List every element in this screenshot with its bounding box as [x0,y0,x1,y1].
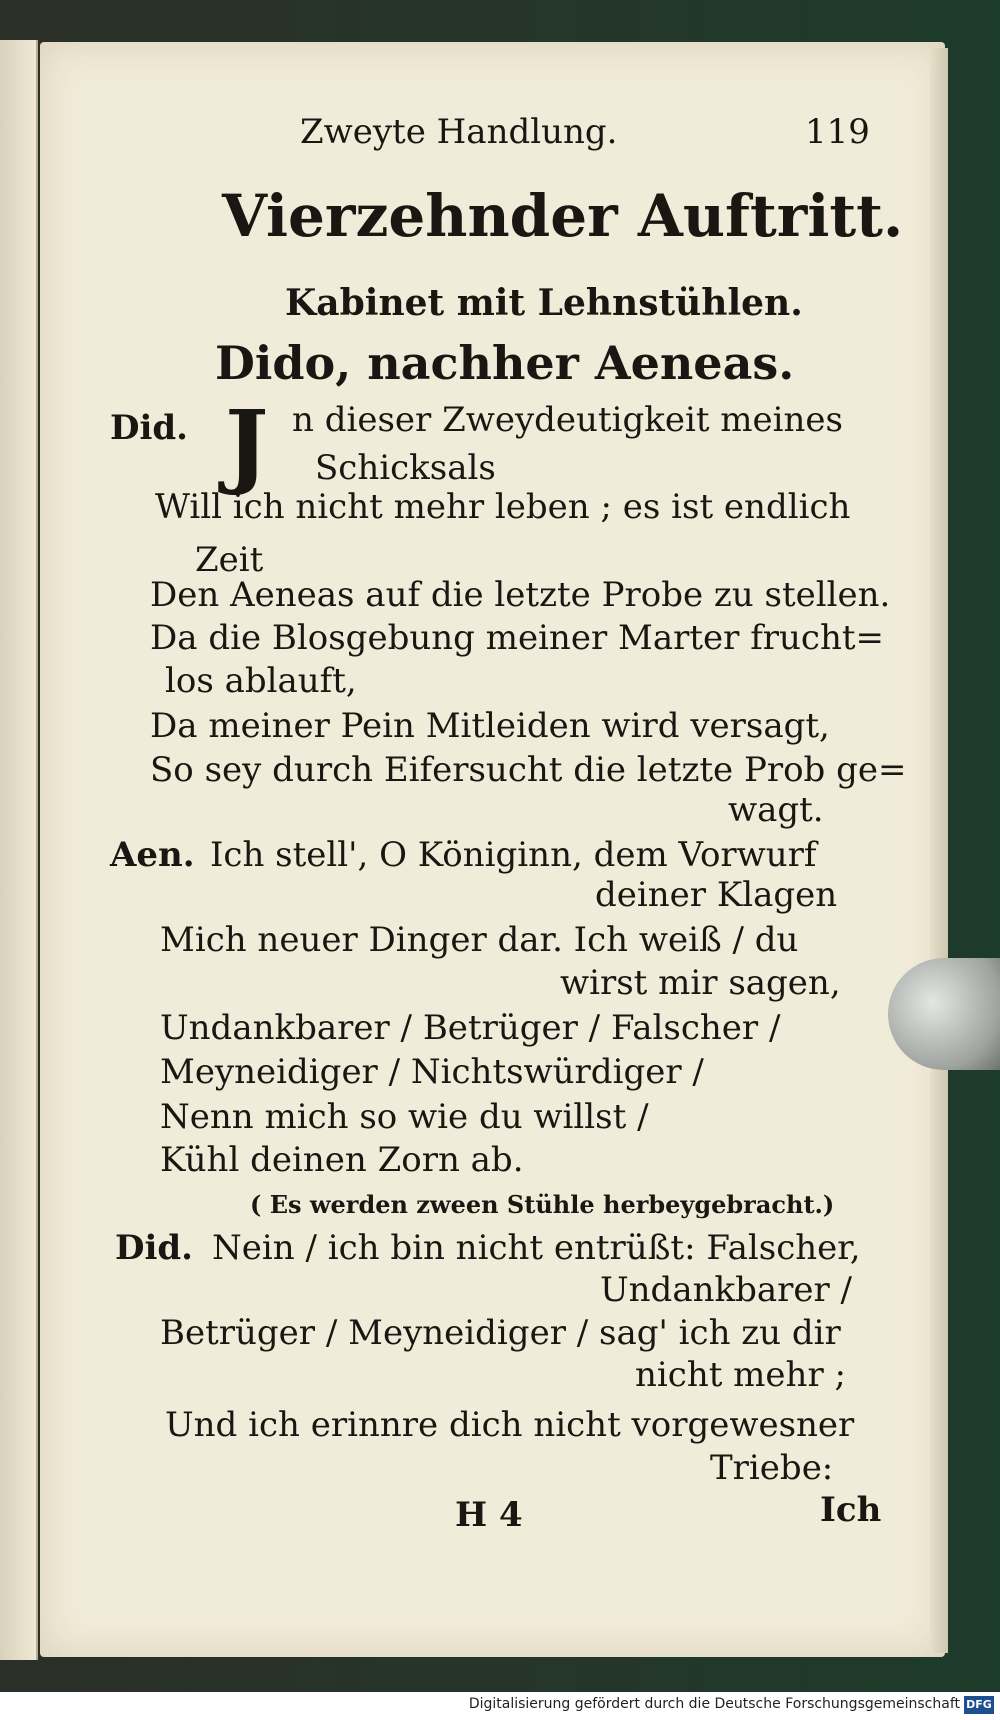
scene-title: Vierzehnder Auftritt. [222,182,904,250]
verse-line: Will ich nicht mehr leben ; es ist endlich [155,487,851,527]
verse-line: Undankbarer / [600,1270,853,1310]
verse-line: Nenn mich so wie du willst / [160,1097,649,1137]
drop-cap: J [225,390,269,498]
verse-line: deiner Klagen [595,875,838,915]
speaker-aeneas: Aen. [110,835,195,875]
verse-line: wagt. [728,790,824,830]
verse-line: los ablauft, [165,661,357,701]
verse-line: Mich neuer Dinger dar. Ich weiß / du [160,920,799,960]
verse-line: Undankbarer / Betrüger / Falscher / [160,1008,781,1048]
footer-credit: Digitalisierung gefördert durch die Deutsche Forschungsgemeinschaft [468,1696,960,1712]
catchword: Ich [820,1490,882,1530]
characters-line: Dido, nachher Aeneas. [215,336,795,390]
verse-line: wirst mir sagen, [560,963,841,1003]
verse-line: Kühl deinen Zorn ab. [160,1140,524,1180]
page-number: 119 [805,112,870,152]
verse-line: Nein / ich bin nicht entrüßt: Falscher, [212,1228,861,1268]
verse-line: Ich stell', O Königinn, dem Vorwurf [210,835,817,875]
stage-direction: ( Es werden zween Stühle herbeygebracht.) [250,1190,835,1219]
verse-line: Betrüger / Meyneidiger / sag' ich zu dir [160,1313,841,1353]
verse-line: Den Aeneas auf die letzte Probe zu stellen. [150,575,891,615]
verse-line: Da die Blosgebung meiner Marter frucht= [150,618,885,658]
footer-bar [0,1692,1000,1720]
verse-line: Und ich erinnre dich nicht vorgewesner [165,1405,855,1445]
verse-line: nicht mehr ; [635,1355,846,1395]
verse-line: Da meiner Pein Mitleiden wird versagt, [150,706,830,746]
dfg-logo: DFG [964,1696,994,1714]
verse-line: So sey durch Eifersucht die letzte Prob ge= [150,750,907,790]
speaker-dido: Did. [110,408,189,448]
verse-line: Meyneidiger / Nichtswürdiger / [160,1052,704,1092]
signature-mark: H 4 [455,1495,523,1535]
verse-line: Schicksals [315,448,496,488]
setting-line: Kabinet mit Lehnstühlen. [285,282,803,324]
verse-line: Triebe: [710,1448,834,1488]
speaker-dido: Did. [115,1228,194,1268]
verse-line: Zeit [195,540,264,580]
verse-line: n dieser Zweydeutigkeit meines [292,400,844,440]
running-head: Zweyte Handlung. [300,112,618,152]
